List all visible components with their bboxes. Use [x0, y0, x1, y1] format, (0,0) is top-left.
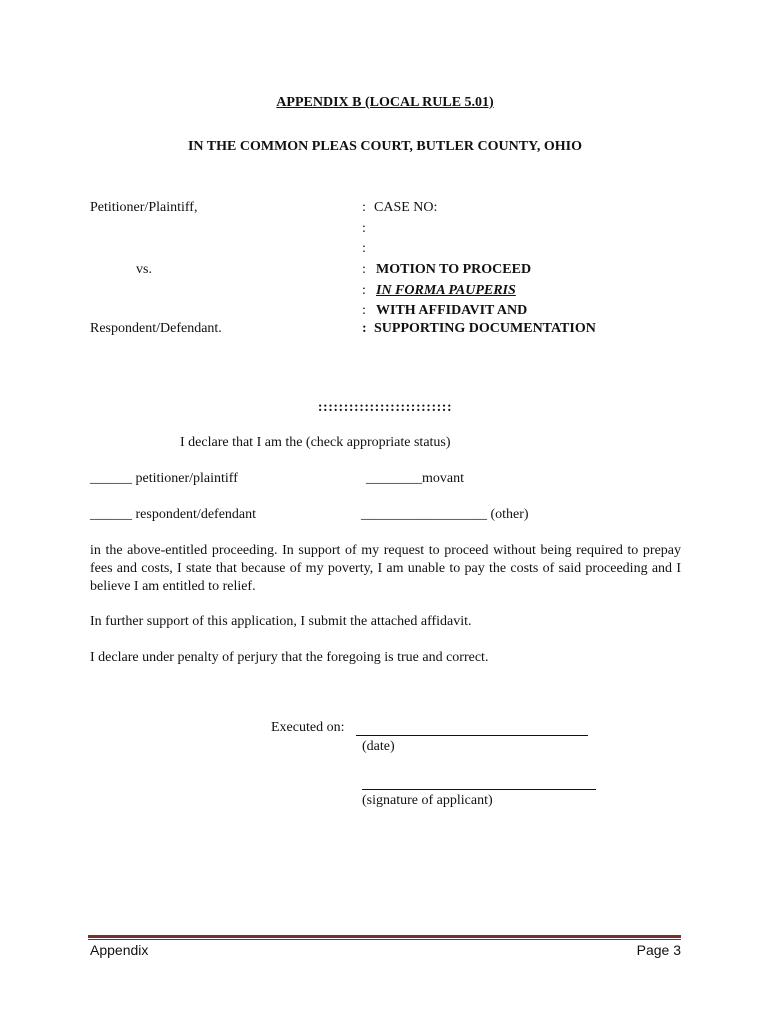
status-option-movant[interactable]: ________movant: [366, 471, 464, 486]
signature-field-line[interactable]: [362, 789, 596, 790]
date-label: (date): [362, 739, 395, 754]
footer-left: Appendix: [90, 942, 149, 958]
appendix-title: APPENDIX B (LOCAL RULE 5.01): [276, 95, 494, 110]
caption-colon: :: [362, 283, 366, 298]
respondent-label: Respondent/Defendant.: [90, 321, 222, 336]
court-title: IN THE COMMON PLEAS COURT, BUTLER COUNTY, OHIO: [187, 139, 583, 154]
footer-page-number: Page 3: [636, 942, 681, 958]
motion-line-2: IN FORMA PAUPERIS: [376, 283, 516, 298]
date-field-line[interactable]: [356, 735, 588, 736]
motion-line-3: WITH AFFIDAVIT AND: [376, 303, 528, 318]
status-option-respondent[interactable]: ______ respondent/defendant: [90, 507, 257, 522]
status-option-petitioner[interactable]: ______ petitioner/plaintiff: [90, 471, 238, 486]
caption-colon: :: [362, 262, 366, 277]
motion-line-1: MOTION TO PROCEED: [376, 262, 532, 277]
body-paragraph-1: in the above-entitled proceeding. In support of my request to proceed without being required to prepay fees and costs, I state that because of my poverty, I am unable to pay the costs of said proceeding and I believe I am entitled to relief.: [90, 543, 681, 594]
case-no-label: CASE NO:: [374, 200, 438, 215]
caption-colon: :: [362, 221, 366, 236]
footer-rule: [88, 935, 681, 940]
caption-colon: :: [362, 241, 366, 256]
executed-on-label: Executed on:: [271, 720, 345, 735]
petitioner-label: Petitioner/Plaintiff,: [90, 200, 198, 215]
caption-colon: :: [362, 200, 366, 215]
status-option-other[interactable]: __________________ (other): [361, 507, 529, 522]
motion-line-4: SUPPORTING DOCUMENTATION: [374, 321, 596, 336]
status-intro: I declare that I am the (check appropriate status): [180, 435, 451, 450]
separator: ::::::::::::::::::::::::::: [317, 400, 453, 415]
vs-label: vs.: [136, 262, 152, 277]
signature-label: (signature of applicant): [362, 793, 493, 808]
caption-colon: :: [362, 321, 367, 336]
caption-colon: :: [362, 303, 366, 318]
body-paragraph-3: I declare under penalty of perjury that the foregoing is true and correct.: [90, 650, 489, 665]
body-paragraph-2: In further support of this application, I submit the attached affidavit.: [90, 614, 472, 629]
